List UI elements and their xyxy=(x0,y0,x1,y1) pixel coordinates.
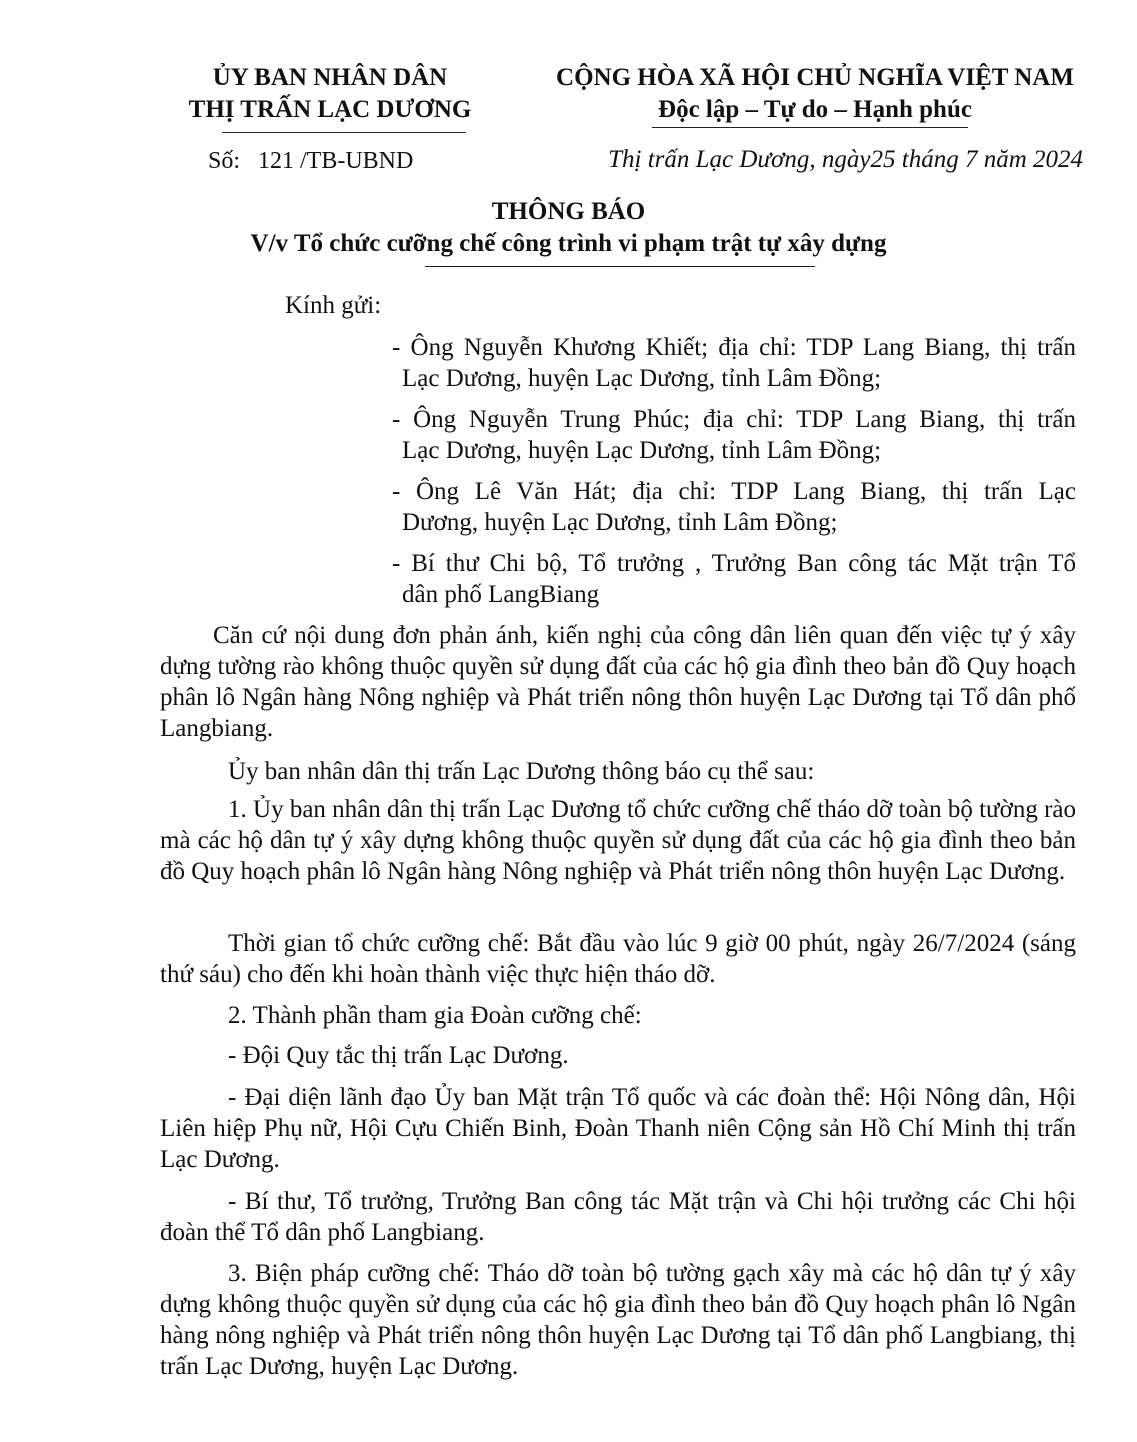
body-paragraph: Căn cứ nội dung đơn phản ánh, kiến nghị của công dân liên quan đến việc tự ý xây dựng tường rào không thuộc quyền sử dụng đất của các hộ gia đình theo bản đồ Quy hoạch phân lô Ngân hàng Nông nghiệp và Phát triển nông thôn huyện Lạc Dương tại Tổ dân phố Langbiang. xyxy=(160,622,1076,742)
recipient-line: - Ông Lê Văn Hát; địa chỉ: TDP Lang Biang, thị trấn Lạc xyxy=(392,478,1076,505)
recipient-line: Lạc Dương, huyện Lạc Dương, tỉnh Lâm Đồng; xyxy=(402,437,882,464)
recipient-line: Dương, huyện Lạc Dương, tỉnh Lâm Đồng; xyxy=(402,509,838,536)
body-paragraph: 1. Ủy ban nhân dân thị trấn Lạc Dương tổ chức cưỡng chế tháo dỡ toàn bộ tường rào mà các hộ dân tự ý xây dựng không thuộc quyền sử dụng đất của các hộ gia đình theo bản đồ Quy hoạch phân lô Ngân hàng Nông nghiệp và Phát triển nông thôn huyện Lạc Dương. xyxy=(160,796,1076,885)
document-subject: V/v Tổ chức cưỡng chế công trình vi phạm trật tự xây dựng xyxy=(250,230,887,257)
national-motto xyxy=(535,62,1095,126)
issuing-authority-line1: ỦY BAN NHÂN DÂN xyxy=(212,64,448,91)
body-paragraph: 3. Biện pháp cưỡng chế: Tháo dỡ toàn bộ tường gạch xây mà các hộ dân tự ý xây dựng không thuộc quyền sử dụng của các hộ gia đình theo bản đồ Quy hoạch phân lô Ngân hàng nông nghiệp và Phát triển nông thôn huyện Lạc Dương tại Tổ dân phố Langbiang, thị trấn Lạc Dương, huyện Lạc Dương. xyxy=(160,1260,1076,1380)
national-motto-line: Độc lập – Tự do – Hạnh phúc xyxy=(658,96,972,123)
recipient-line: - Ông Nguyễn Khương Khiết; địa chỉ: TDP Lang Biang, thị trấn xyxy=(392,334,1076,361)
body-paragraph: Thời gian tổ chức cưỡng chế: Bắt đầu vào lúc 9 giờ 00 phút, ngày 26/7/2024 (sáng thứ sáu) cho đến khi hoàn thành việc thực hiện tháo dỡ. xyxy=(160,930,1076,988)
recipient-item xyxy=(392,476,1076,538)
salutation: Kính gửi: xyxy=(285,292,382,319)
body-paragraph: - Bí thư, Tổ trưởng, Trưởng Ban công tác Mặt trận và Chi hội trưởng các Chi hội đoàn thể Tổ dân phố Langbiang. xyxy=(160,1188,1076,1246)
national-title: CỘNG HÒA XÃ HỘI CHỦ NGHĨA VIỆT NAM xyxy=(556,64,1074,91)
body-paragraph: - Đại diện lãnh đạo Ủy ban Mặt trận Tổ quốc và các đoàn thể: Hội Nông dân, Hội Liên hiệp Phụ nữ, Hội Cựu Chiến Binh, Đoàn Thanh niên Cộng sản Hồ Chí Minh thị trấn Lạc Dương. xyxy=(160,1084,1076,1173)
recipient-line: - Bí thư Chi bộ, Tổ trưởng , Trưởng Ban công tác Mặt trận Tổ xyxy=(392,550,1076,577)
document-title: THÔNG BÁO xyxy=(491,198,646,225)
place-and-date: Thị trấn Lạc Dương, ngày25 tháng 7 năm 2024 xyxy=(608,146,1083,173)
recipient-item xyxy=(392,404,1076,466)
issuing-authority-underline xyxy=(222,132,466,133)
document-number: Số: 121 /TB-UBND xyxy=(208,148,414,174)
recipient-line: dân phố LangBiang xyxy=(402,581,600,608)
recipient-line: - Ông Nguyễn Trung Phúc; địa chỉ: TDP Lang Biang, thị trấn xyxy=(392,406,1076,433)
body-paragraph: 2. Thành phần tham gia Đoàn cưỡng chế: xyxy=(228,1002,642,1029)
recipient-item xyxy=(392,548,1076,610)
body-paragraph: Ủy ban nhân dân thị trấn Lạc Dương thông báo cụ thể sau: xyxy=(228,758,815,785)
national-motto-underline xyxy=(652,127,968,128)
issuing-authority-line2: THỊ TRẤN LẠC DƯƠNG xyxy=(188,96,472,123)
recipient-line: Lạc Dương, huyện Lạc Dương, tỉnh Lâm Đồng; xyxy=(402,365,882,392)
issuing-authority xyxy=(160,62,500,126)
body-paragraph: - Đội Quy tắc thị trấn Lạc Dương. xyxy=(228,1042,569,1069)
recipient-item xyxy=(392,332,1076,394)
subject-underline xyxy=(425,266,815,267)
